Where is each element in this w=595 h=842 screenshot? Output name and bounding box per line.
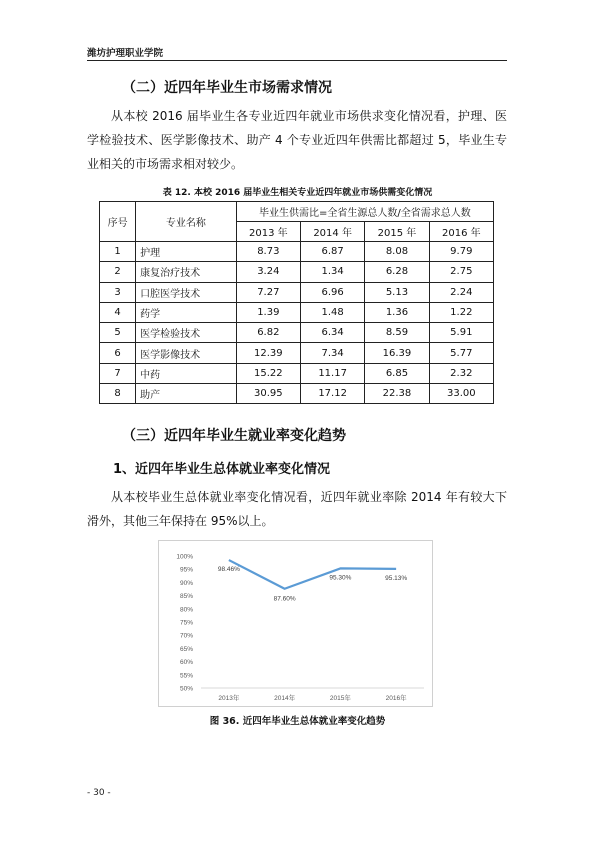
ratio-value: 8.59 xyxy=(365,323,429,343)
table-row xyxy=(100,262,494,282)
ratio-value: 6.34 xyxy=(300,323,364,343)
header-year: 2016 年 xyxy=(429,222,493,242)
ratio-value: 1.39 xyxy=(236,302,300,322)
employment-rate-chart xyxy=(158,540,433,707)
header-major-name: 专业名称 xyxy=(136,202,237,242)
series-line xyxy=(229,560,396,589)
y-tick-label: 85% xyxy=(179,593,193,601)
row-index: 7 xyxy=(100,363,136,383)
ratio-value: 2.32 xyxy=(429,363,493,383)
supply-demand-table xyxy=(99,201,494,404)
major-name: 医学影像技术 xyxy=(136,343,237,363)
ratio-value: 1.48 xyxy=(300,302,364,322)
row-index: 8 xyxy=(100,384,136,404)
major-name: 助产 xyxy=(136,384,237,404)
data-label: 95.13% xyxy=(385,574,408,582)
table-row xyxy=(100,343,494,363)
ratio-value: 2.75 xyxy=(429,262,493,282)
ratio-value: 5.13 xyxy=(365,282,429,302)
major-name: 口腔医学技术 xyxy=(136,282,237,302)
ratio-value: 7.27 xyxy=(236,282,300,302)
ratio-value: 8.73 xyxy=(236,242,300,262)
header-ratio-group: 毕业生供需比=全省生源总人数/全省需求总人数 xyxy=(236,202,493,222)
ratio-value: 6.28 xyxy=(365,262,429,282)
y-tick-label: 90% xyxy=(179,579,193,587)
ratio-value: 9.79 xyxy=(429,242,493,262)
data-label: 95.30% xyxy=(329,574,352,582)
data-label: 87.60% xyxy=(273,595,296,603)
table-row xyxy=(100,302,494,322)
ratio-value: 6.87 xyxy=(300,242,364,262)
ratio-value: 6.82 xyxy=(236,323,300,343)
table-row xyxy=(100,384,494,404)
table-row xyxy=(100,282,494,302)
row-index: 3 xyxy=(100,282,136,302)
major-name: 医学检验技术 xyxy=(136,323,237,343)
y-tick-label: 80% xyxy=(179,606,193,614)
y-tick-label: 95% xyxy=(179,566,193,574)
ratio-value: 16.39 xyxy=(365,343,429,363)
row-index: 5 xyxy=(100,323,136,343)
row-index: 6 xyxy=(100,343,136,363)
x-tick-label: 2015年 xyxy=(329,695,351,702)
y-tick-label: 60% xyxy=(179,659,193,667)
section2-title: （二）近四年毕业生市场需求情况 xyxy=(122,80,332,96)
page-number: - 30 - xyxy=(87,788,111,798)
ratio-value: 17.12 xyxy=(300,384,364,404)
y-tick-label: 70% xyxy=(179,632,193,640)
ratio-value: 5.77 xyxy=(429,343,493,363)
section3-paragraph: 从本校毕业生总体就业率变化情况看，近四年就业率除 2014 年有较大下滑外，其他三年保持在 95%以上。 xyxy=(87,490,507,528)
header-year: 2013 年 xyxy=(236,222,300,242)
header-year: 2014 年 xyxy=(300,222,364,242)
major-name: 药学 xyxy=(136,302,237,322)
ratio-value: 15.22 xyxy=(236,363,300,383)
ratio-value: 30.95 xyxy=(236,384,300,404)
ratio-value: 1.36 xyxy=(365,302,429,322)
document-header: 潍坊护理职业学院 xyxy=(87,48,164,59)
ratio-value: 7.34 xyxy=(300,343,364,363)
table-row xyxy=(100,323,494,343)
ratio-value: 2.24 xyxy=(429,282,493,302)
y-tick-label: 65% xyxy=(179,645,193,653)
major-name: 护理 xyxy=(136,242,237,262)
table-caption: 表 12. 本校 2016 届毕业生相关专业近四年就业市场供需变化情况 xyxy=(162,188,433,198)
section3-title: （三）近四年毕业生就业率变化趋势 xyxy=(122,428,346,444)
table-row xyxy=(100,363,494,383)
ratio-value: 1.34 xyxy=(300,262,364,282)
section2-paragraph: 从本校 2016 届毕业生各专业近四年就业市场供求变化情况看，护理、医学检验技术、医学影像技术、助产 4 个专业近四年供需比都超过 5，毕业生专业相关的市场需求相对较少。 xyxy=(87,109,507,171)
ratio-value: 33.00 xyxy=(429,384,493,404)
header-year: 2015 年 xyxy=(365,222,429,242)
ratio-value: 3.24 xyxy=(236,262,300,282)
y-tick-label: 55% xyxy=(179,672,193,680)
chart-caption: 图 36. 近四年毕业生总体就业率变化趋势 xyxy=(209,716,386,727)
ratio-value: 6.96 xyxy=(300,282,364,302)
x-tick-label: 2014年 xyxy=(274,695,296,702)
y-tick-label: 50% xyxy=(179,685,193,693)
section3-subtitle: 1、近四年毕业生总体就业率变化情况 xyxy=(113,462,331,477)
row-index: 2 xyxy=(100,262,136,282)
x-tick-label: 2016年 xyxy=(385,695,407,702)
row-index: 1 xyxy=(100,242,136,262)
table-body xyxy=(100,242,494,404)
ratio-value: 12.39 xyxy=(236,343,300,363)
ratio-value: 1.22 xyxy=(429,302,493,322)
ratio-value: 6.85 xyxy=(365,363,429,383)
major-name: 康复治疗技术 xyxy=(136,262,237,282)
header-rule xyxy=(87,60,507,61)
chart-svg xyxy=(159,541,434,708)
y-tick-label: 75% xyxy=(179,619,193,627)
major-name: 中药 xyxy=(136,363,237,383)
table-row xyxy=(100,242,494,262)
ratio-value: 8.08 xyxy=(365,242,429,262)
y-tick-label: 100% xyxy=(176,553,193,561)
x-tick-label: 2013年 xyxy=(218,695,240,702)
ratio-value: 22.38 xyxy=(365,384,429,404)
row-index: 4 xyxy=(100,302,136,322)
header-index: 序号 xyxy=(100,202,136,242)
ratio-value: 5.91 xyxy=(429,323,493,343)
ratio-value: 11.17 xyxy=(300,363,364,383)
data-label: 98.46% xyxy=(217,566,240,574)
